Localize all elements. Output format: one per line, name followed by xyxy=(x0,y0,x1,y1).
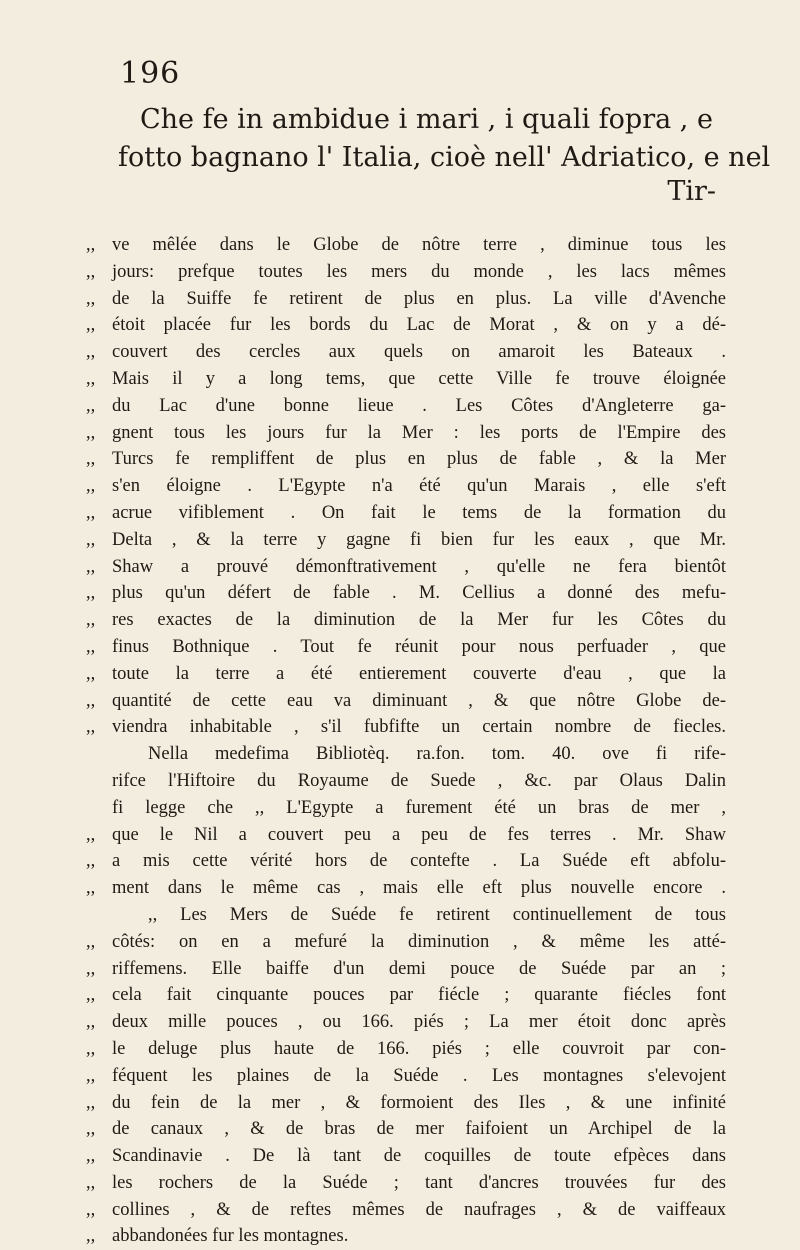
text-line xyxy=(86,580,726,607)
text-line xyxy=(86,1197,726,1224)
quotation-mark: ,, xyxy=(86,422,96,443)
text-line xyxy=(86,661,726,688)
quotation-mark xyxy=(86,741,112,768)
line-text: ment dans le même cas , mais elle eft plus nouvelle encore . xyxy=(112,878,726,899)
quotation-mark: ,, xyxy=(86,1012,96,1033)
text-line xyxy=(86,848,726,875)
text-line xyxy=(86,312,726,339)
quotation-mark xyxy=(86,768,112,795)
line-text: ve mêlée dans le Globe de nôtre terre , diminue tous les xyxy=(112,235,726,255)
text-line xyxy=(86,232,726,259)
line-text: que le Nil a couvert peu a peu de fes terres . Mr. Shaw xyxy=(112,824,726,845)
text-line xyxy=(86,741,726,768)
line-text: gnent tous les jours fur la Mer : les ports de l'Empire des xyxy=(112,422,726,443)
text-line xyxy=(86,902,726,929)
text-line xyxy=(86,1170,726,1197)
catchword: Tir- xyxy=(667,176,716,207)
line-text: les rochers de la Suéde ; tant d'ancres trouvées fur des xyxy=(112,1172,726,1193)
quotation-mark: ,, xyxy=(86,1119,96,1140)
quotation-mark: ,, xyxy=(86,690,96,711)
line-text: s'en éloigne . L'Egypte n'a été qu'un Marais , elle s'eft xyxy=(112,476,726,497)
quotation-mark: ,, xyxy=(86,288,96,309)
text-line xyxy=(86,366,726,393)
line-text: viendra inhabitable , s'il fubfifte un certain nombre de fiecles. xyxy=(112,717,726,738)
text-line xyxy=(86,688,726,715)
text-line xyxy=(86,1009,726,1036)
quotation-mark: ,, xyxy=(86,1146,96,1167)
text-line xyxy=(86,500,726,527)
text-line xyxy=(86,393,726,420)
quotation-mark: ,, xyxy=(86,395,96,416)
quotation-mark: ,, xyxy=(86,1226,96,1247)
text-line xyxy=(86,554,726,581)
line-text: plus qu'un défert de fable . M. Cellius a donné des mefu- xyxy=(112,583,726,604)
text-line xyxy=(86,1116,726,1143)
line-text: étoit placée fur les bords du Lac de Morat , & on y a dé- xyxy=(112,315,726,336)
page-number: 196 xyxy=(120,56,181,91)
text-line xyxy=(86,982,726,1009)
text-line xyxy=(86,1223,726,1250)
quotation-mark: ,, xyxy=(86,1065,96,1086)
text-line xyxy=(86,446,726,473)
line-text: ,, Les Mers de Suéde fe retirent continuellement de tous xyxy=(148,904,726,925)
text-line xyxy=(86,1143,726,1170)
line-text: de la Suiffe fe retirent de plus en plus. La ville d'Avenche xyxy=(112,288,726,309)
quotation-mark: ,, xyxy=(86,958,96,979)
quotation-mark: ,, xyxy=(86,529,96,550)
line-text: jours: prefque toutes les mers du monde , les lacs mêmes xyxy=(112,261,726,282)
line-text: collines , & de reftes mêmes de naufrages , & de vaiffeaux xyxy=(112,1199,726,1220)
quotation-mark: ,, xyxy=(86,663,96,684)
line-text: a mis cette vérité hors de contefte . La Suéde eft abfolu- xyxy=(112,851,726,872)
quotation-mark: ,, xyxy=(86,1092,96,1113)
line-text: Nella medefima Bibliotèq. ra.fon. tom. 40. ove fi rife- xyxy=(148,744,726,765)
quotation-mark: ,, xyxy=(86,824,96,845)
line-text: finus Bothnique . Tout fe réunit pour nous perfuader , que xyxy=(112,636,726,657)
quotation-mark: ,, xyxy=(86,1172,96,1193)
quotation-mark: ,, xyxy=(86,315,96,336)
text-line xyxy=(86,286,726,313)
line-text: riffemens. Elle baiffe d'un demi pouce de Suéde par an ; xyxy=(112,958,726,979)
quotation-mark: ,, xyxy=(86,1199,96,1220)
quotation-mark: ,, xyxy=(86,610,96,631)
text-line xyxy=(86,1036,726,1063)
text-line xyxy=(86,768,726,795)
quotation-mark: ,, xyxy=(86,556,96,577)
text-line xyxy=(86,929,726,956)
quotation-mark: ,, xyxy=(86,636,96,657)
line-text: de canaux , & de bras de mer faifoient un Archipel de la xyxy=(112,1119,726,1140)
line-text: féquent les plaines de la Suéde . Les montagnes s'elevojent xyxy=(112,1065,726,1086)
quotation-mark: ,, xyxy=(86,583,96,604)
quotation-mark: ,, xyxy=(86,235,96,255)
line-text: du fein de la mer , & formoient des Iles , & une infinité xyxy=(112,1092,726,1113)
quotation-mark xyxy=(86,795,112,822)
line-text: Mais il y a long tems, que cette Ville fe trouve éloignée xyxy=(112,368,726,389)
line-text: quantité de cette eau va diminuant , & que nôtre Globe de- xyxy=(112,690,726,711)
quotation-mark: ,, xyxy=(86,985,96,1006)
line-text: côtés: on en a mefuré la diminution , & même les atté- xyxy=(112,931,726,952)
text-line xyxy=(86,714,726,741)
text-line xyxy=(86,1090,726,1117)
italian-heading-line-2: fotto bagnano l' Italia, cioè nell' Adriatico, e nel xyxy=(118,142,771,173)
text-line xyxy=(86,473,726,500)
quotation-mark: ,, xyxy=(86,931,96,952)
quotation-mark: ,, xyxy=(86,1038,96,1059)
quotation-mark xyxy=(86,902,112,929)
quotation-mark: ,, xyxy=(86,449,96,470)
line-text: Delta , & la terre y gagne fi bien fur les eaux , que Mr. xyxy=(112,529,726,550)
line-text: Shaw a prouvé démonftrativement , qu'elle ne fera bientôt xyxy=(112,556,726,577)
quotation-mark: ,, xyxy=(86,368,96,389)
quotation-mark: ,, xyxy=(86,851,96,872)
line-text: toute la terre a été entierement couverte d'eau , que la xyxy=(112,663,726,684)
text-line xyxy=(86,420,726,447)
quotation-mark: ,, xyxy=(86,502,96,523)
quotation-mark: ,, xyxy=(86,342,96,363)
text-line xyxy=(86,259,726,286)
text-line xyxy=(86,795,726,822)
quotation-mark: ,, xyxy=(86,261,96,282)
text-line xyxy=(86,822,726,849)
quotation-mark: ,, xyxy=(86,476,96,497)
line-text: du Lac d'une bonne lieue . Les Côtes d'Angleterre ga- xyxy=(112,395,726,416)
line-text: Scandinavie . De là tant de coquilles de toute efpèces dans xyxy=(112,1146,726,1167)
french-quotation-block xyxy=(86,232,726,1250)
italian-heading-line-1: Che fe in ambidue i mari , i quali fopra , e xyxy=(140,104,713,135)
line-text: abbandonées fur les montagnes. xyxy=(112,1226,349,1247)
text-line xyxy=(86,1063,726,1090)
text-line xyxy=(86,339,726,366)
line-text: couvert des cercles aux quels on amaroit les Bateaux . xyxy=(112,342,726,363)
text-line xyxy=(86,956,726,983)
line-text: deux mille pouces , ou 166. piés ; La mer étoit donc après xyxy=(112,1012,726,1033)
line-text: cela fait cinquante pouces par fiécle ; quarante fiécles font xyxy=(112,985,726,1006)
line-text: res exactes de la diminution de la Mer fur les Côtes du xyxy=(112,610,726,631)
quotation-mark: ,, xyxy=(86,717,96,738)
line-text: Turcs fe rempliffent de plus en plus de fable , & la Mer xyxy=(112,449,726,470)
text-line xyxy=(86,634,726,661)
line-text: acrue vifiblement . On fait le tems de la formation du xyxy=(112,502,726,523)
text-line xyxy=(86,607,726,634)
line-text: fi legge che ,, L'Egypte a furement été un bras de mer , xyxy=(112,797,726,818)
line-text: rifce l'Hiftoire du Royaume de Suede , &c. par Olaus Dalin xyxy=(112,770,726,791)
line-text: le deluge plus haute de 166. piés ; elle couvroit par con- xyxy=(112,1038,726,1059)
text-line xyxy=(86,875,726,902)
text-line xyxy=(86,527,726,554)
quotation-mark: ,, xyxy=(86,878,96,899)
